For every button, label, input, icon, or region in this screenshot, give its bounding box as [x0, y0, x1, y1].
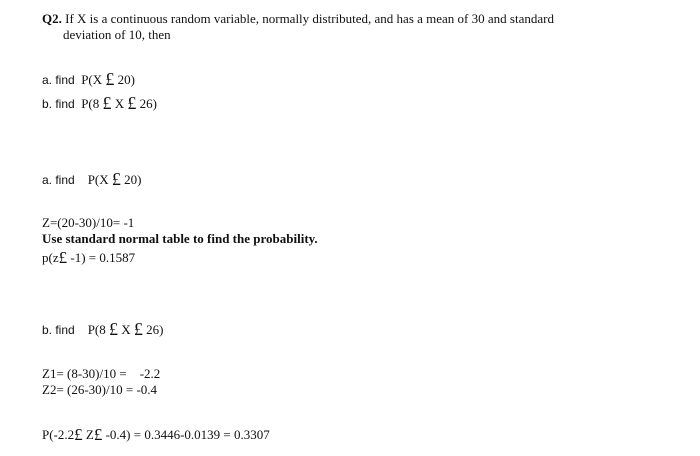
pound-symbol: £ — [105, 69, 115, 89]
part-a-label: a. find — [42, 73, 75, 87]
solution-a-table-line: Use standard normal table to find the probability. — [42, 231, 318, 246]
solution-a-z-line: Z=(20-30)/10= -1 — [42, 215, 135, 230]
part-b-label: b. find — [42, 97, 75, 111]
solution-a-label: a. find — [42, 173, 75, 187]
solution-b-expr-mid: X — [121, 322, 131, 337]
solution-b-p-post: -0.4) = 0.3446-0.0139 = 0.3307 — [105, 427, 270, 442]
solution-a-probability — [42, 250, 135, 266]
question-text: If X is a continuous random variable, normally distributed, and has a mean of 30 and standard — [65, 11, 554, 26]
pound-symbol: £ — [133, 319, 143, 339]
solution-b-z1-expr: Z1= (8-30)/10 = — [42, 366, 127, 381]
pound-symbol: £ — [74, 425, 83, 444]
solution-b-heading — [42, 321, 164, 338]
part-a-line — [42, 71, 135, 88]
question-line-2: deviation of 10, then — [63, 27, 171, 42]
solution-a-expr-pre: P(X — [87, 172, 109, 187]
solution-b-z2-line: Z2= (26-30)/10 = -0.4 — [42, 382, 158, 397]
solution-b-z1-value: -2.2 — [139, 366, 161, 381]
pound-symbol: £ — [127, 93, 137, 113]
part-b-expr-mid: X — [114, 96, 125, 111]
question-line-1 — [42, 11, 554, 27]
solution-b-expr-pre: P(8 — [87, 322, 106, 337]
solution-b-z1-line — [42, 366, 160, 382]
part-b-expr-post: 26) — [139, 96, 157, 111]
solution-a-expr-post: 20) — [124, 172, 142, 187]
pound-symbol: £ — [93, 425, 103, 444]
solution-a-heading — [42, 171, 142, 188]
solution-a-p-pre: p(z — [42, 250, 59, 265]
pound-symbol: £ — [102, 93, 112, 113]
solution-b-p-pre: P(-2.2 — [42, 427, 75, 442]
pound-symbol: £ — [58, 248, 68, 267]
solution-b-label: b. find — [42, 323, 75, 337]
solution-b-expr-post: 26) — [146, 322, 164, 337]
question-number: Q2. — [42, 11, 62, 26]
part-b-line — [42, 95, 157, 112]
solution-b-probability — [42, 427, 270, 443]
pound-symbol: £ — [111, 169, 121, 189]
part-b-expr-pre: P(8 — [81, 96, 100, 111]
part-a-expr-pre: P(X — [81, 72, 103, 87]
solution-b-p-mid: Z — [85, 427, 94, 442]
solution-a-p-post: -1) = 0.1587 — [70, 250, 136, 265]
pound-symbol: £ — [109, 319, 119, 339]
part-a-expr-post: 20) — [117, 72, 135, 87]
